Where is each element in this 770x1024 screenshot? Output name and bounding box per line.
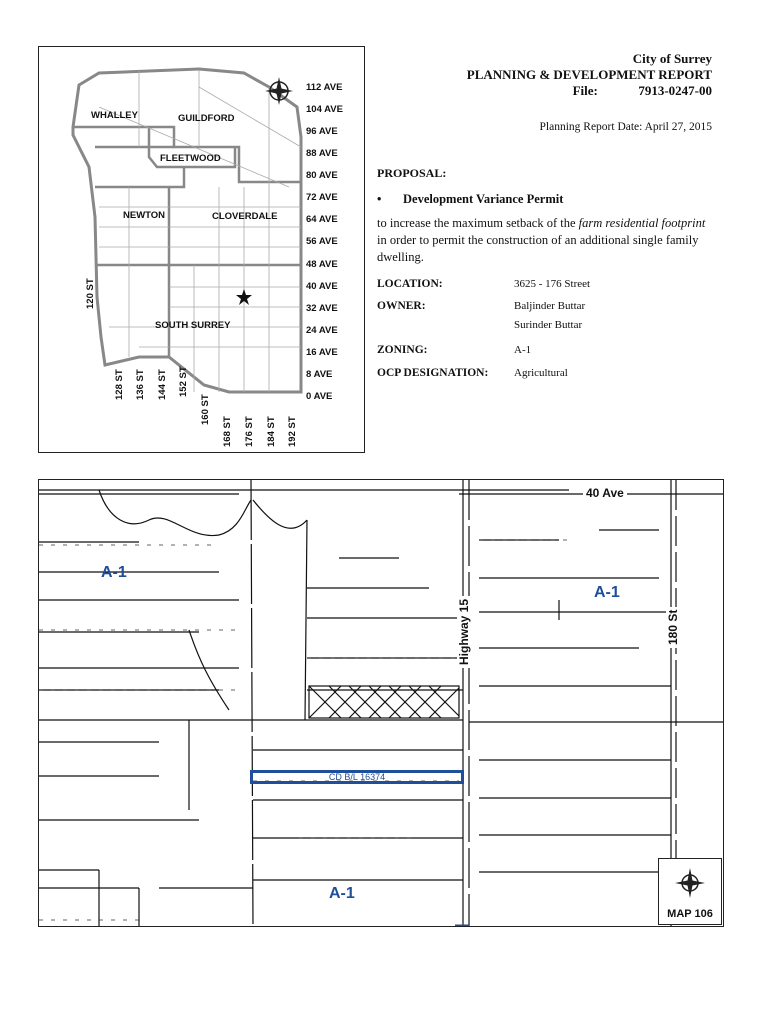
street-label: 176 ST bbox=[244, 416, 255, 447]
road-label-highway: Highway 15 bbox=[457, 596, 471, 668]
site-map bbox=[38, 479, 724, 927]
zone-label: A-1 bbox=[101, 564, 127, 581]
cd-zone-box bbox=[250, 770, 464, 784]
area-label: CLOVERDALE bbox=[212, 211, 278, 222]
avenue-label: 64 AVE bbox=[306, 214, 338, 225]
street-label: 168 ST bbox=[222, 416, 233, 447]
avenue-label: 40 AVE bbox=[306, 281, 338, 292]
map-number-box bbox=[658, 858, 722, 925]
road-label-180-st: 180 St bbox=[666, 607, 680, 648]
report-title: PLANNING & DEVELOPMENT REPORT bbox=[466, 67, 712, 82]
zone-label: A-1 bbox=[329, 885, 355, 902]
proposal-item bbox=[377, 192, 563, 207]
street-label: 120 ST bbox=[85, 278, 96, 309]
bullet-icon: • bbox=[377, 192, 382, 206]
cd-label: CD B/L 16374 bbox=[328, 772, 386, 782]
avenue-label: 88 AVE bbox=[306, 148, 338, 159]
street-label: 128 ST bbox=[114, 369, 125, 400]
street-label: 152 ST bbox=[178, 366, 189, 397]
area-label: SOUTH SURREY bbox=[155, 320, 231, 331]
street-label: 160 ST bbox=[200, 394, 211, 425]
road-label-40-ave: 40 Ave bbox=[583, 486, 627, 500]
area-label: GUILDFORD bbox=[178, 113, 235, 124]
map-number: MAP 106 bbox=[667, 908, 713, 920]
street-label: 144 ST bbox=[157, 369, 168, 400]
avenue-label: 24 AVE bbox=[306, 325, 338, 336]
avenue-label: 80 AVE bbox=[306, 170, 338, 181]
site-map-drawing bbox=[39, 480, 724, 927]
city-name: City of Surrey bbox=[632, 51, 712, 66]
avenue-label: 32 AVE bbox=[306, 303, 338, 314]
file-line bbox=[573, 82, 712, 99]
file-number: 7913-0247-00 bbox=[638, 83, 712, 98]
proposal-item-label: Development Variance Permit bbox=[403, 192, 564, 206]
avenue-label: 48 AVE bbox=[306, 259, 338, 270]
street-label: 136 ST bbox=[135, 369, 146, 400]
proposal-description: to increase the maximum setback of the farm residential footprint in order to permit the construction of an additional single family dwelling. bbox=[377, 216, 706, 264]
emphasis-text: farm residential footprint bbox=[578, 216, 706, 230]
key-map bbox=[38, 46, 365, 453]
area-label: WHALLEY bbox=[91, 110, 138, 121]
zone-label: A-1 bbox=[594, 584, 620, 601]
avenue-label: 0 AVE bbox=[306, 391, 333, 402]
avenue-label: 16 AVE bbox=[306, 347, 338, 358]
avenue-label: 56 AVE bbox=[306, 236, 338, 247]
avenue-label: 96 AVE bbox=[306, 126, 338, 137]
avenue-label: 104 AVE bbox=[306, 104, 343, 115]
street-label: 192 ST bbox=[287, 416, 298, 447]
compass-icon bbox=[659, 859, 721, 903]
avenue-label: 112 AVE bbox=[306, 82, 343, 93]
report-date: Planning Report Date: April 27, 2015 bbox=[539, 121, 712, 133]
avenue-label: 72 AVE bbox=[306, 192, 338, 203]
avenue-label: 8 AVE bbox=[306, 369, 333, 380]
street-label: 184 ST bbox=[266, 416, 277, 447]
area-label: NEWTON bbox=[123, 210, 166, 221]
area-label: FLEETWOOD bbox=[160, 153, 221, 164]
file-label: File: bbox=[572, 83, 598, 98]
proposal-heading: PROPOSAL: bbox=[377, 166, 447, 180]
